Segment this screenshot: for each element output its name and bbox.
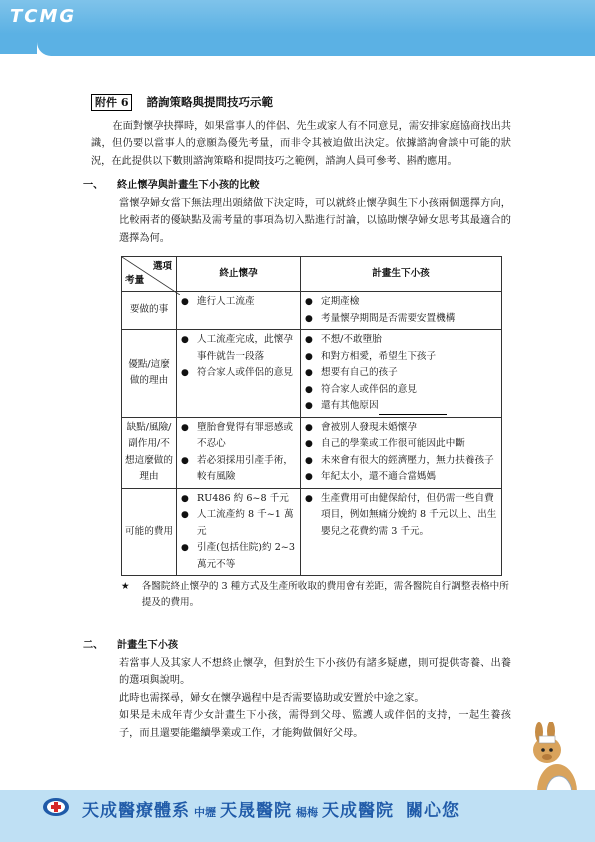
table-footnote xyxy=(121,579,511,611)
row-header: 缺點/風險/副作用/不想這麼做的理由 xyxy=(122,417,177,488)
top-banner xyxy=(0,0,595,34)
fill-in-blank xyxy=(379,404,447,415)
corner-top-label: 選項 xyxy=(152,261,172,272)
list-item: ● 符合家人或伴侶的意見 xyxy=(181,365,296,382)
section-2-content xyxy=(91,655,511,743)
list-item: ● 自己的學業或工作很可能因此中斷 xyxy=(305,436,497,453)
footer-hospital-2: 天成醫院 xyxy=(322,801,394,821)
row-header xyxy=(122,330,177,418)
list-item xyxy=(305,398,497,415)
appendix-heading xyxy=(91,94,511,112)
footnote-text: 各醫院終止懷孕的 3 種方式及生產所收取的費用會有差距，需各醫院自行調整表格中所提及的費用。 xyxy=(141,581,509,608)
intro-paragraph: 在面對懷孕抉擇時，如果當事人的伴侶、先生或家人有不同意見，需安排家庭協商找出共識，但仍要以當事人的意願為優先考量，而非令其被迫做出決定。依據諮詢會談中可能的狀況，在此提供以下數則諮詢策略和提問技巧之範例，諮詢人員可參考、斟酌應用。 xyxy=(91,120,511,167)
list-item: ● 和對方相愛，希望生下孩子 xyxy=(305,349,497,366)
section-2-paragraph: 如果是未成年青少女計畫生下小孩，需得到父母、監護人或伴侶的支持，一起生養孩子，而且還要能繼續學業或工作，才能夠做個好父母。 xyxy=(119,710,511,739)
list-item: ● 定期產檢 xyxy=(305,294,497,311)
appendix-tag: 附件 6 xyxy=(91,94,132,111)
table-cell xyxy=(177,330,301,418)
list-item: ● 引產(包括住院)約 2~3 萬元不等 xyxy=(181,540,296,573)
brand-logo-text: TCMG xyxy=(10,6,77,27)
list-item: ● RU486 約 6~8 千元 xyxy=(181,491,296,508)
table-cell xyxy=(301,330,502,418)
column-header-keep: 計畫生下小孩 xyxy=(301,257,502,292)
table-cell xyxy=(177,488,301,576)
section-1-number: 一、 xyxy=(83,179,104,191)
section-2-paragraph: 此時也需探尋，婦女在懷孕過程中是否需要協助或安置於中途之家。 xyxy=(119,692,425,704)
hospital-cross-logo-icon xyxy=(42,797,70,817)
table-cell xyxy=(301,417,502,488)
section-1-content xyxy=(91,195,511,248)
footer-location-2: 楊梅 xyxy=(296,806,318,819)
row-header: 要做的事 xyxy=(122,292,177,330)
table-cell xyxy=(177,292,301,330)
list-item: ● 想要有自己的孩子 xyxy=(305,365,497,382)
table-cell xyxy=(177,417,301,488)
footer-location-1: 中壢 xyxy=(194,806,216,819)
document-body xyxy=(83,94,511,742)
list-item: ● 墮胎會覺得有罪惡感或不忍心 xyxy=(181,420,296,453)
table-row xyxy=(122,417,502,488)
star-icon: ★ xyxy=(121,581,130,592)
section-1-paragraph: 當懷孕婦女當下無法理出頭緒做下決定時，可以就終止懷孕與生下小孩兩個選擇方向，比較兩者的優缺點及需考量的事項為切入點進行討論，以協助懷孕婦女思考其最適合的選擇為何。 xyxy=(119,197,511,244)
appendix-title: 諮詢策略與提問技巧示範 xyxy=(146,95,273,109)
list-item: ● 符合家人或伴侶的意見 xyxy=(305,382,497,399)
banner-strip xyxy=(0,34,37,54)
row-header-text: 優點/這麼做的理由 xyxy=(128,358,170,387)
list-item: ● 若必須採用引產手術，較有風險 xyxy=(181,453,296,486)
table-row xyxy=(122,488,502,576)
section-2-number: 二、 xyxy=(83,639,104,651)
table-row xyxy=(122,292,502,330)
list-item-text: 還有其他原因 xyxy=(321,400,379,411)
banner-panel xyxy=(37,34,595,56)
comparison-table xyxy=(121,256,502,576)
list-item: ● 未來會有很大的經濟壓力，無力扶養孩子 xyxy=(305,453,497,470)
table-corner-cell xyxy=(122,257,177,292)
list-item: ● 會被別人發現未婚懷孕 xyxy=(305,420,497,437)
row-header: 可能的費用 xyxy=(122,488,177,576)
footer-care-text: 關心您 xyxy=(406,801,460,821)
section-2-heading xyxy=(83,637,511,655)
table-row xyxy=(122,330,502,418)
list-item: ● 進行人工流產 xyxy=(181,294,296,311)
corner-bottom-label: 考量 xyxy=(125,274,145,286)
list-item: ● 人工流產約 8 千~1 萬元 xyxy=(181,507,296,540)
section-1-title: 終止懷孕與計畫生下小孩的比較 xyxy=(117,179,260,191)
list-item: ● 人工流產完成，此懷孕事件就告一段落 xyxy=(181,332,296,365)
table-header-row xyxy=(122,257,502,292)
column-header-terminate: 終止懷孕 xyxy=(177,257,301,292)
list-item: ● 不想/不敢墮胎 xyxy=(305,332,497,349)
footer-banner xyxy=(0,790,595,842)
footer-system-name: 天成醫療體系 xyxy=(82,801,190,821)
table-cell xyxy=(301,488,502,576)
section-2-paragraph: 若當事人及其家人不想終止懷孕，但對於生下小孩仍有諸多疑慮，則可提供寄養、出養的選項與說明。 xyxy=(119,657,511,686)
section-2-title: 計畫生下小孩 xyxy=(117,639,179,651)
list-item: ● 考量懷孕期間是否需要安置機構 xyxy=(305,311,497,328)
footer-slogan xyxy=(82,796,460,821)
table-cell xyxy=(301,292,502,330)
list-item: ● 生產費用可由健保給付，但仍需一些自費項目，例如無痛分娩約 8 千元以上、出生嬰兒之花費約需 3 千元。 xyxy=(305,491,497,541)
list-item: ● 年紀太小，還不適合當媽媽 xyxy=(305,469,497,486)
footer-hospital-1: 天晟醫院 xyxy=(220,801,292,821)
section-1-heading xyxy=(83,177,511,195)
